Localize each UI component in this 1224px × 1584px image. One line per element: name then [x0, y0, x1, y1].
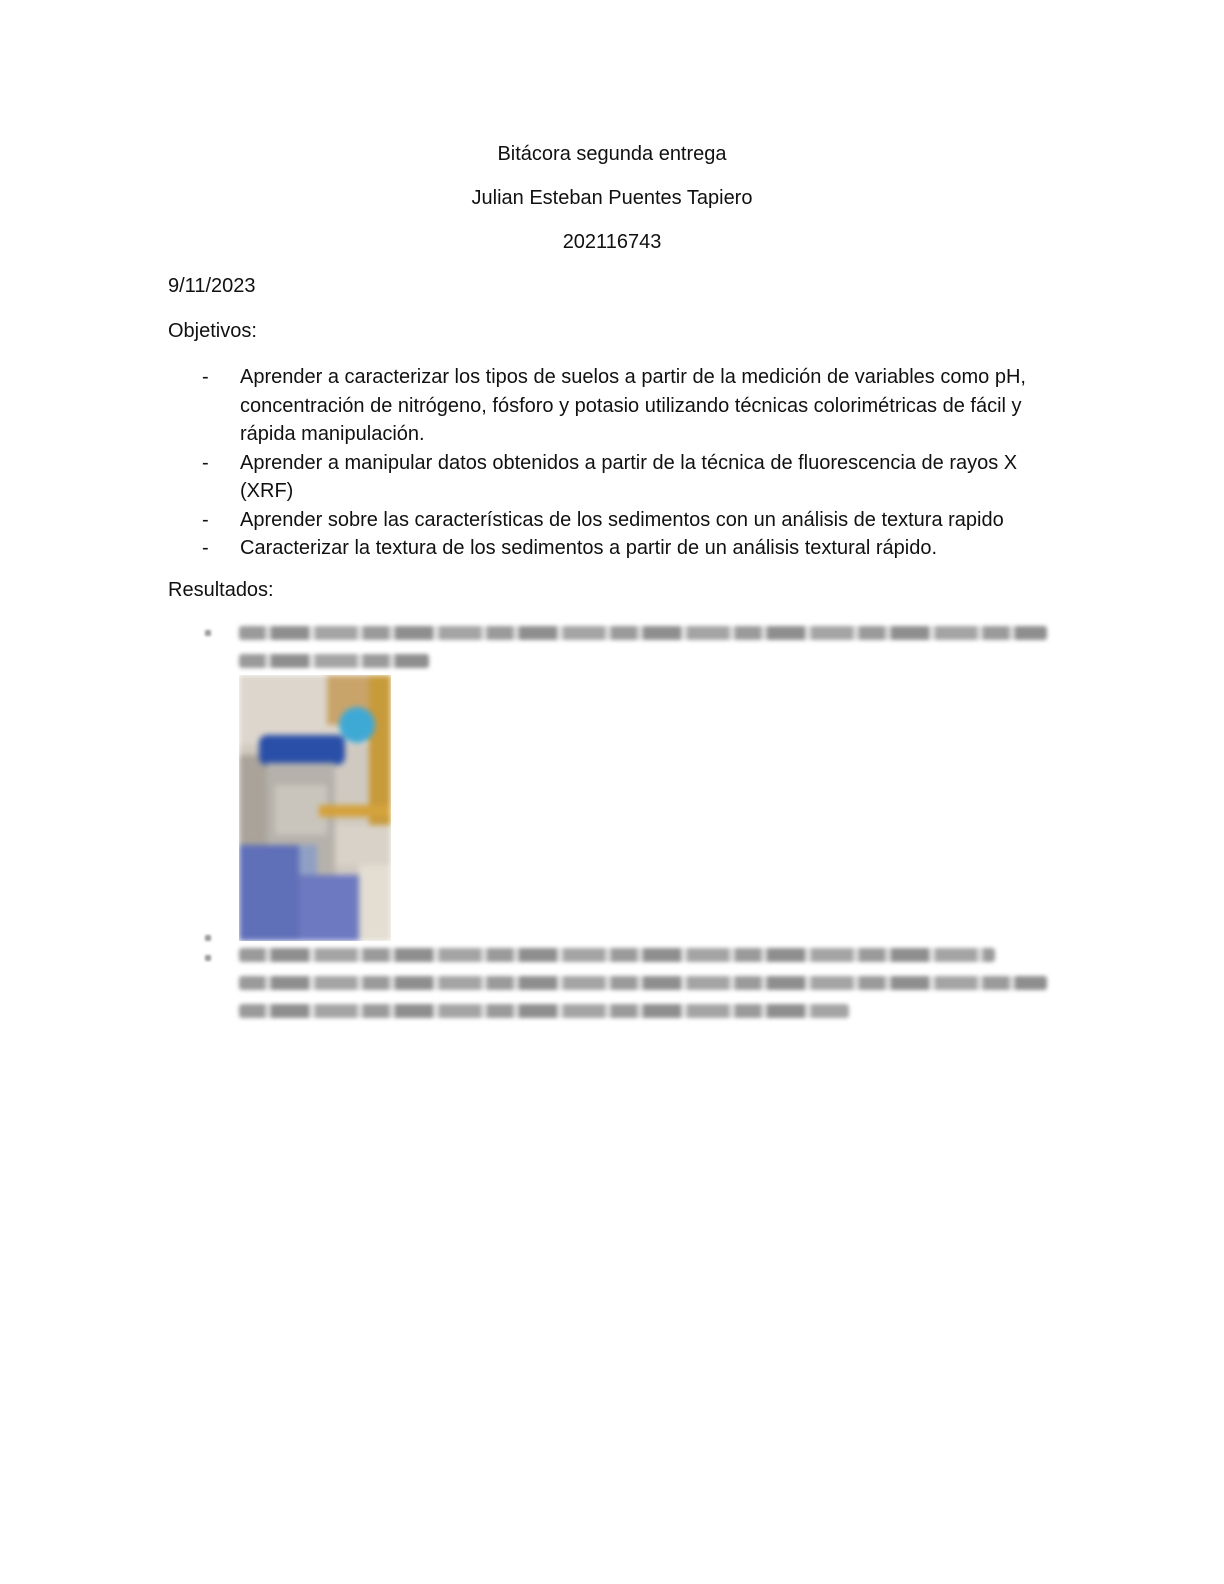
list-dash: -: [202, 366, 209, 388]
list-dash: -: [202, 508, 209, 531]
list-dash: -: [202, 451, 209, 474]
objective-item: [168, 534, 1048, 563]
list-dash: -: [202, 537, 209, 559]
objective-item: [168, 506, 1048, 535]
blurred-paragraph: [239, 626, 1049, 682]
student-id: 202116743: [562, 231, 662, 253]
entry-date: 9/11/2023: [168, 275, 256, 297]
sample-photo: [239, 675, 391, 941]
objective-text: Aprender a caracterizar los tipos de suelos a partir de la medición de variables como pH, concentración de nitrógeno, fósforo y potasio utilizando técnicas colorimétricas de fácil y rápida manipulación.: [240, 366, 1026, 445]
blurred-bullet: [205, 630, 211, 636]
document-title: Bitácora segunda entrega: [497, 143, 727, 165]
objective-text: Aprender sobre las características de los sedimentos con un análisis de textura rapido: [240, 508, 1004, 531]
objective-item: [168, 449, 1048, 506]
blurred-bullet: [205, 955, 211, 961]
objective-text: Caracterizar la textura de los sedimentos a partir de un análisis textural rápido.: [240, 537, 938, 559]
results-heading: Resultados:: [168, 579, 274, 601]
blurred-bullet: [205, 935, 211, 941]
author-name: Julian Esteban Puentes Tapiero: [471, 187, 753, 209]
sample-photo-image: [239, 675, 391, 941]
objective-text: Aprender a manipular datos obtenidos a partir de la técnica de fluorescencia de rayos X (XRF): [240, 451, 1018, 502]
objectives-list: [168, 363, 1048, 563]
objectives-heading: Objetivos:: [168, 320, 257, 342]
blurred-paragraph: [239, 948, 1049, 1032]
objective-item: [168, 363, 1048, 449]
